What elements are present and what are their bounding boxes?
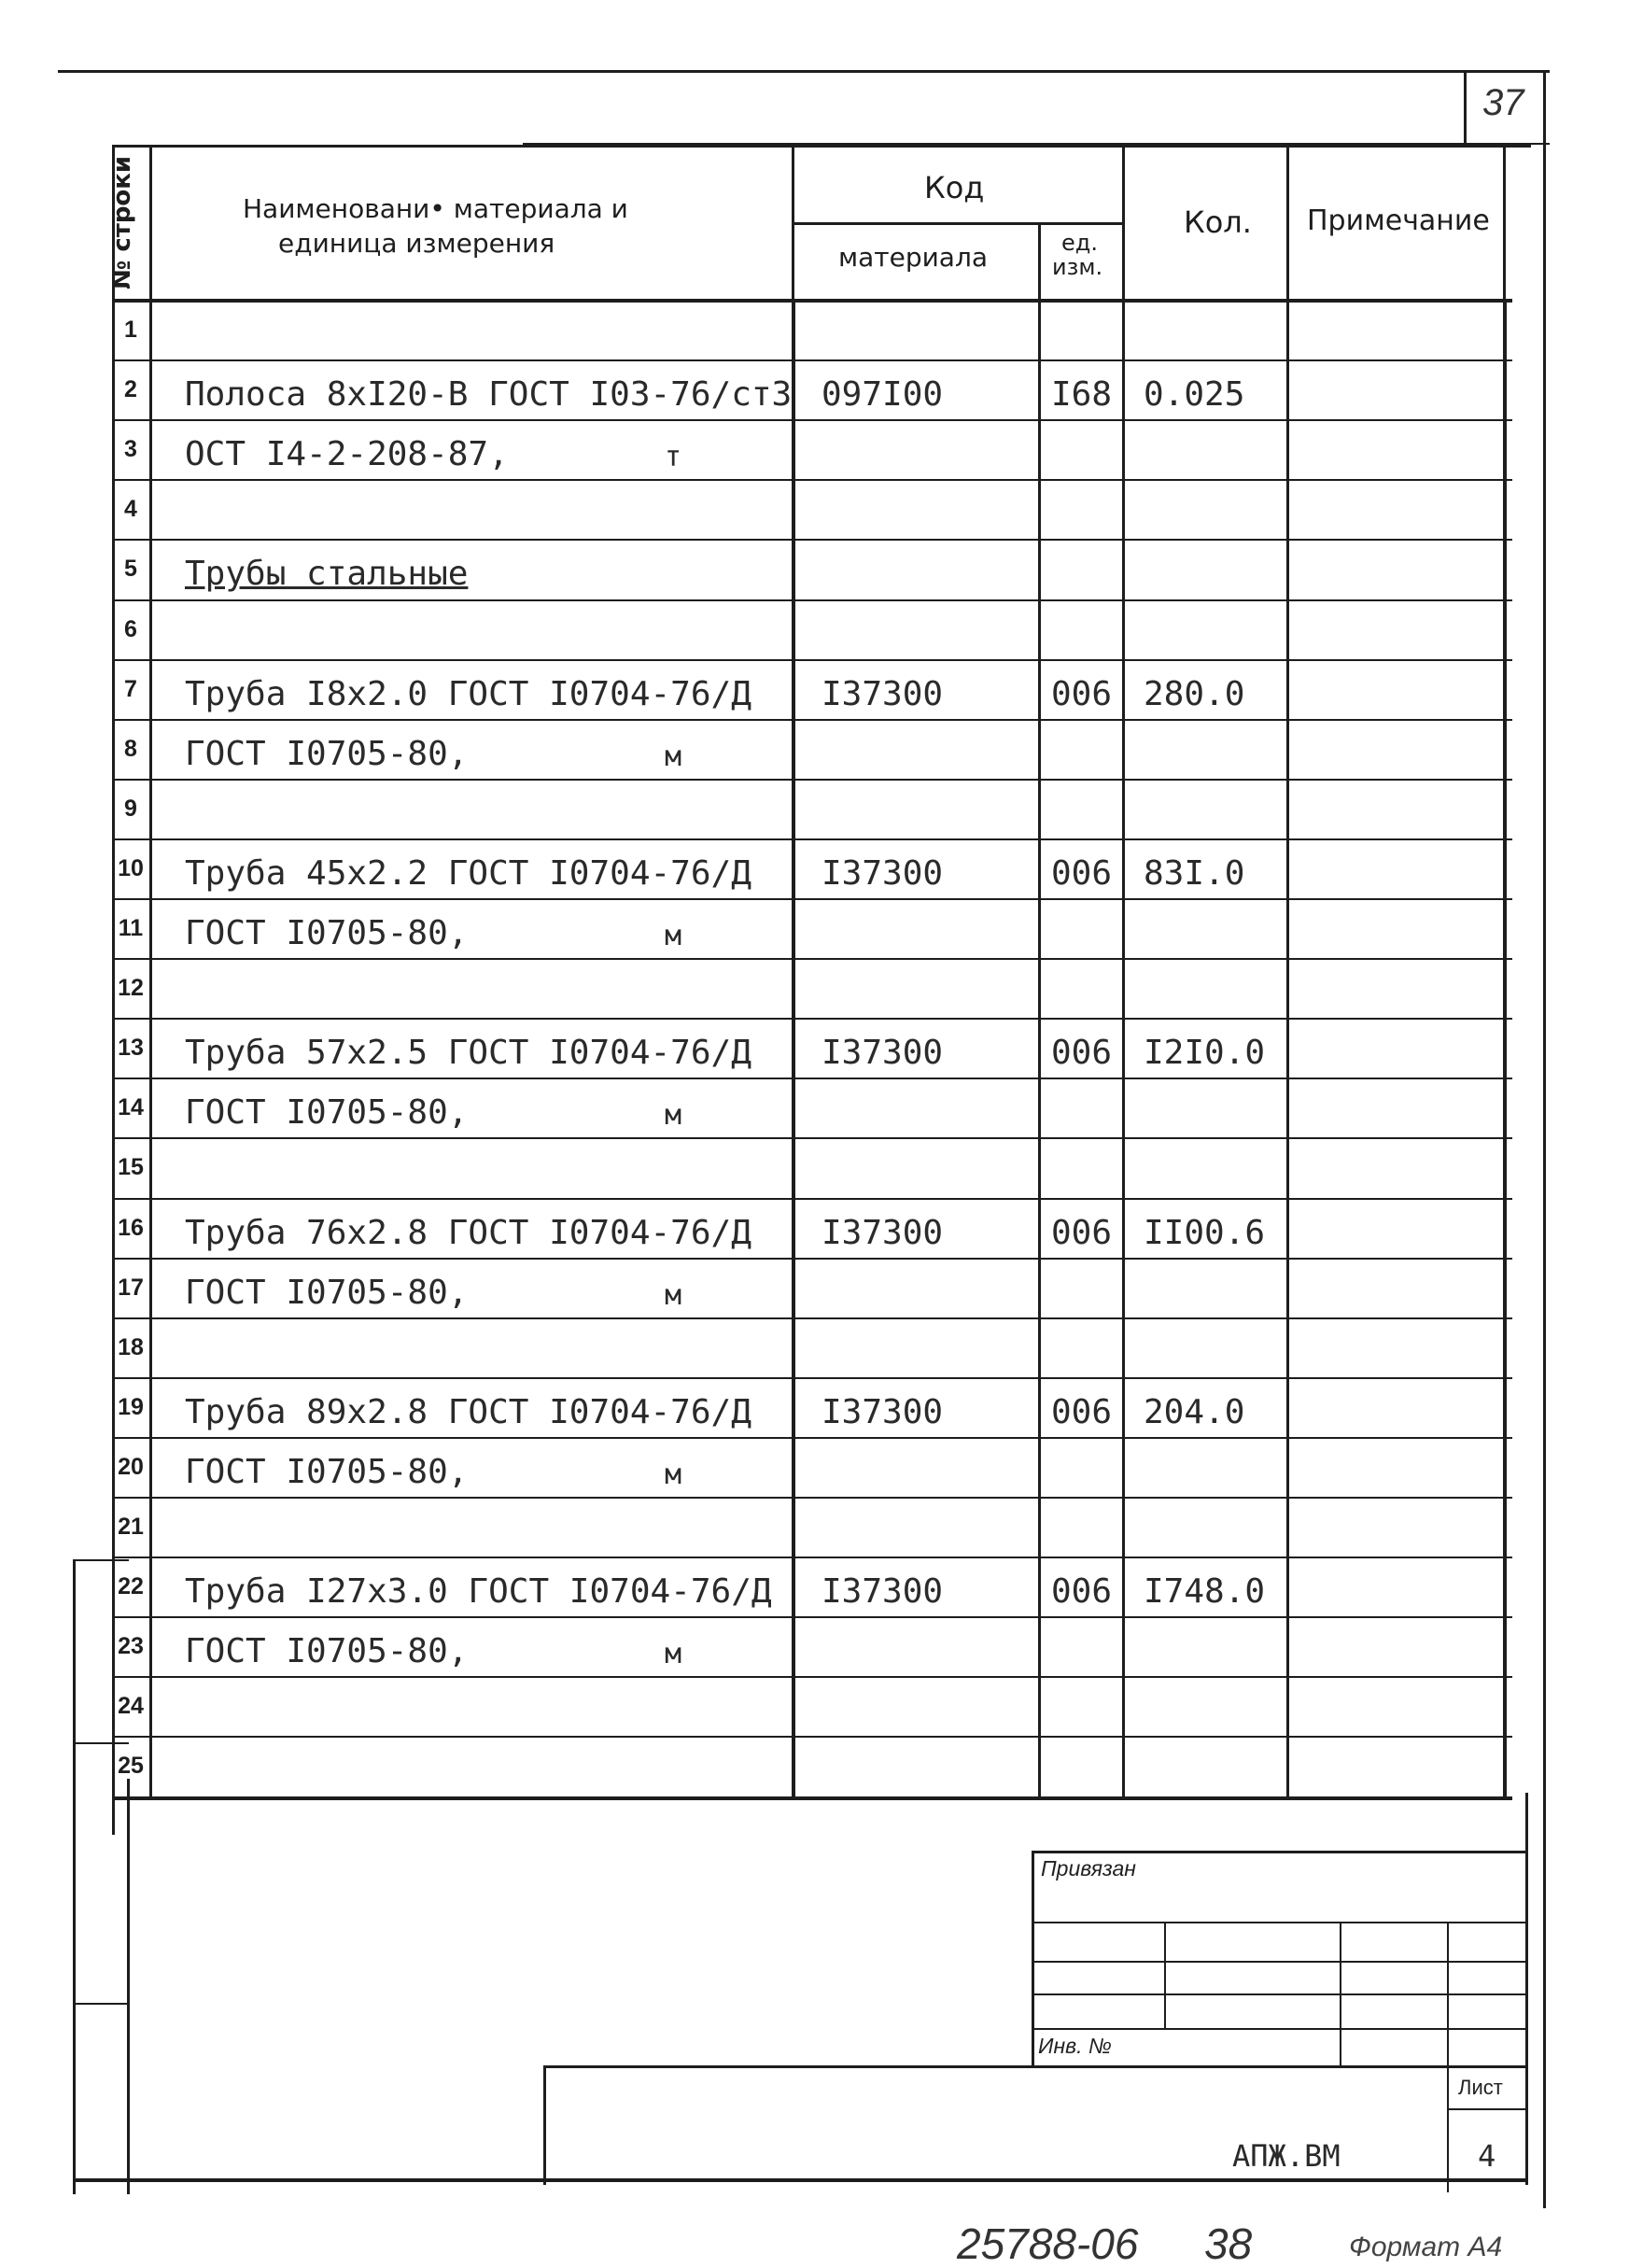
row-number: 25 <box>118 1753 144 1780</box>
stamp-top-line <box>1032 1851 1528 1853</box>
stamp-row-line-1 <box>1032 1922 1528 1923</box>
material-header: материала <box>838 242 989 273</box>
document-code: АПЖ.ВМ <box>1232 2138 1341 2174</box>
quantity: 204.0 <box>1144 1392 1245 1431</box>
item-name: ГОСТ I0705-80, <box>185 734 469 773</box>
main-stamp-top <box>543 2065 1528 2068</box>
qty-header: Кол. <box>1184 204 1252 240</box>
row-number: 15 <box>118 1154 144 1181</box>
item-name: ГОСТ I0705-80, <box>185 914 469 952</box>
header-col-line-1 <box>149 145 152 302</box>
header-col-line-4 <box>1122 145 1125 302</box>
footer-number: 25788-06 <box>957 2219 1139 2268</box>
row-number: 19 <box>118 1393 144 1420</box>
row-number: 21 <box>118 1514 144 1540</box>
item-name: Трубы стальные <box>185 555 469 594</box>
unit-code: 006 <box>1051 1213 1113 1252</box>
stamp-col-line-2 <box>1340 1922 1341 2065</box>
table-row <box>112 960 1512 1020</box>
item-name: Труба I27х3.0 ГОСТ I0704-76/Д <box>185 1572 772 1612</box>
unit-suffix: м <box>665 740 682 773</box>
inv-no-label: Инв. № <box>1038 2034 1112 2058</box>
table-row <box>112 1499 1512 1558</box>
sheet-mark: 37 <box>1482 82 1524 123</box>
item-name: ГОСТ I0705-80, <box>185 1452 469 1491</box>
item-name: ГОСТ I0705-80, <box>185 1093 469 1133</box>
table-bottom-line <box>112 1796 1512 1800</box>
item-name: Труба 45х2.2 ГОСТ I0704-76/Д <box>185 853 751 893</box>
unit-code: 006 <box>1051 1034 1113 1073</box>
quantity: II00.6 <box>1144 1213 1266 1252</box>
row-number: 5 <box>124 556 137 583</box>
code-header: Код <box>924 170 985 205</box>
code-header-divider <box>793 222 1122 225</box>
linked-label: Привязан <box>1041 1856 1136 1881</box>
unit-code: 006 <box>1051 674 1113 713</box>
frame-left-line-lower <box>127 1779 130 2194</box>
main-stamp-bottom <box>75 2178 1528 2182</box>
row-number: 18 <box>118 1333 144 1360</box>
item-name: ОСТ I4-2-208-87, <box>185 435 509 474</box>
stamp-right-line <box>1525 1793 1528 2185</box>
row-number: 6 <box>124 615 137 642</box>
material-code: I37300 <box>822 1213 944 1252</box>
unit-suffix: м <box>665 920 682 952</box>
row-number: 16 <box>118 1214 144 1241</box>
stamp-col-line-3 <box>1447 1922 1449 2192</box>
item-name: Труба 89х2.8 ГОСТ I0704-76/Д <box>185 1392 751 1431</box>
row-number: 3 <box>124 436 137 463</box>
sheet-label: Лист <box>1458 2076 1503 2099</box>
material-code: I37300 <box>822 853 944 893</box>
unit-suffix: м <box>665 1458 682 1491</box>
unit-suffix: м <box>665 1278 682 1312</box>
unit-suffix: м <box>665 1099 682 1133</box>
item-name: ГОСТ I0705-80, <box>185 1632 469 1671</box>
row-number: 22 <box>118 1573 144 1600</box>
sheet-label-line <box>1447 2108 1528 2110</box>
table-row <box>112 1319 1512 1379</box>
stamp-row-line-4 <box>1032 2028 1528 2030</box>
row-number: 4 <box>124 496 137 523</box>
row-number: 12 <box>118 975 144 1002</box>
header-col-line-5 <box>1286 145 1289 302</box>
side-stamp-outer <box>73 1559 76 2194</box>
quantity: 83I.0 <box>1144 853 1245 893</box>
item-name: Труба I8х2.0 ГОСТ I0704-76/Д <box>185 674 751 713</box>
name-header-line2: единица измерения <box>278 228 555 259</box>
quantity: 0.025 <box>1144 375 1245 415</box>
table-row <box>112 481 1512 541</box>
stamp-row-line-3 <box>1032 1993 1528 1995</box>
main-stamp-left <box>543 2065 546 2185</box>
header-col-line-2 <box>792 145 794 302</box>
material-code: I37300 <box>822 1034 944 1073</box>
item-name: Полоса 8хI20-В ГОСТ I03-76/ст3 <box>185 375 793 415</box>
frame-right-line <box>1543 70 1546 2208</box>
row-number: 24 <box>118 1693 144 1720</box>
side-stamp-low <box>73 2003 129 2005</box>
note-header: Примечание <box>1307 204 1490 237</box>
row-number: 20 <box>118 1453 144 1480</box>
row-number: 13 <box>118 1035 144 1062</box>
material-code: 097I00 <box>822 375 944 415</box>
row-number: 8 <box>124 735 137 762</box>
unit-suffix: м <box>665 1638 682 1671</box>
row-number: 10 <box>118 854 144 881</box>
footer-page: 38 <box>1204 2219 1253 2268</box>
stamp-col-line-1 <box>1164 1922 1166 2030</box>
header-col-line-6 <box>1503 145 1506 302</box>
material-code: I37300 <box>822 1572 944 1612</box>
unit-code: 006 <box>1051 853 1113 893</box>
table-row <box>112 1738 1512 1797</box>
quantity: 280.0 <box>1144 674 1245 713</box>
table-row <box>112 601 1512 661</box>
unit-suffix: т <box>665 441 682 474</box>
item-name: Труба 76х2.8 ГОСТ I0704-76/Д <box>185 1213 751 1252</box>
unit-code: I68 <box>1051 375 1113 415</box>
quantity: I2I0.0 <box>1144 1034 1266 1073</box>
row-number: 1 <box>124 317 137 343</box>
row-number: 17 <box>118 1274 144 1301</box>
unit-code: 006 <box>1051 1392 1113 1431</box>
table-row <box>112 781 1512 840</box>
header-col-line-3 <box>1038 222 1041 302</box>
quantity: I748.0 <box>1144 1572 1266 1612</box>
material-code: I37300 <box>822 674 944 713</box>
row-number: 9 <box>124 795 137 822</box>
row-number: 11 <box>118 915 144 941</box>
table-row <box>112 302 1512 361</box>
item-name: ГОСТ I0705-80, <box>185 1273 469 1312</box>
footer-format: Формат А4 <box>1349 2232 1503 2262</box>
material-code: I37300 <box>822 1392 944 1431</box>
stamp-row-line-2 <box>1032 1961 1528 1963</box>
unit-header-line2: изм. <box>1052 254 1103 280</box>
item-name: Труба 57х2.5 ГОСТ I0704-76/Д <box>185 1034 751 1073</box>
stamp-left-line <box>1032 1851 1034 2065</box>
row-number: 2 <box>124 376 137 403</box>
top-border <box>58 70 1550 73</box>
row-number: 7 <box>124 675 137 702</box>
name-header-line1: Наименовани• материала и <box>243 193 628 224</box>
row-number: 14 <box>118 1094 144 1121</box>
table-row <box>112 1678 1512 1738</box>
sheet-mark-divider <box>1464 70 1467 145</box>
table-row <box>112 1139 1512 1199</box>
unit-code: 006 <box>1051 1572 1113 1612</box>
row-number: 23 <box>118 1633 144 1660</box>
unit-header-line1: ед. <box>1061 230 1098 256</box>
sheet-number: 4 <box>1478 2138 1496 2174</box>
table-top-line <box>112 145 1531 148</box>
row-number-header: № строки <box>108 155 136 289</box>
